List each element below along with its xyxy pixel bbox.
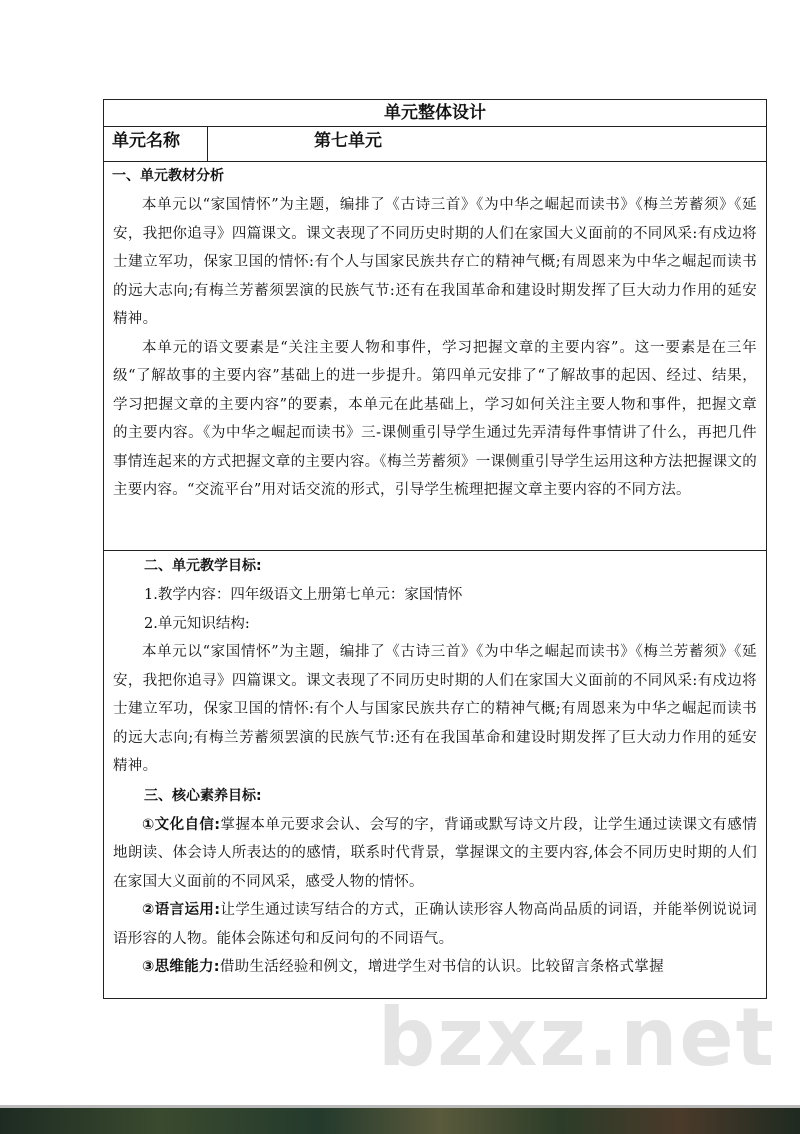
paragraph: 本单元以“家国情怀”为主题，编排了《古诗三首》《为中华之崛起而读书》《梅兰芳蓄须》《延安，我把你追寻》四篇课文。课文表现了不同历史时期的人们在家国大义面前的不同风采:有戍边将士建立军功，保家卫国的情怀:有个人与国家民族共存亡的精神气概;有周恩来为中华之崛起而读书的远大志向;有梅兰芳蓄须罢演的民族气节:还有在我国革命和建设时期发挥了巨大动力作用的延安精神。 xyxy=(113,197,757,327)
unit-design-table xyxy=(103,99,767,999)
bottom-image-strip xyxy=(0,1105,800,1134)
goal-label: ②语言运用: xyxy=(142,902,221,918)
material-analysis-section xyxy=(104,161,766,551)
core-goal-item xyxy=(104,811,766,897)
section-heading: 一、单元教材分析 xyxy=(112,168,224,184)
paragraph: 本单元的语文要素是“关注主要人物和事件，学习把握文章的主要内容”。这一要素是在三年级“了解故事的主要内容”基础上的进一步提升。第四单元安排了“了解故事的起因、经过、结果，学习把握文章的主要内容”的要素，本单元在此基础上，学习如何关注主要人物和事件，把握文章的主要内容。《为中华之崛起而读书》三-课侧重引导学生通过先弄清每件事情讲了什么，再把几件事情连起来的方式把握文章的主要内容。《梅兰芳蓄须》一课侧重引导学生运用这种方法把握课文的主要内容。“交流平台”用对话交流的形式，引导学生梳理把握文章主要内容的不同方法。 xyxy=(113,339,757,498)
goal-label: ③思维能力: xyxy=(142,959,220,975)
unit-name-value: 第七单元 xyxy=(314,131,382,151)
goal-text: 让学生通过读写结合的方式，正确认读形容人物高尚品质的词语，并能举例说说词语形容的人物。能体会陈述句和反问句的不同语气。 xyxy=(113,902,758,947)
section-heading: 二、单元教学目标: xyxy=(144,558,262,574)
knowledge-structure-item: 2.单元知识结构: xyxy=(144,615,250,632)
watermark: bzxz.net xyxy=(378,991,776,1084)
unit-name-row xyxy=(104,126,766,162)
unit-name-label: 单元名称 xyxy=(104,126,208,161)
section-heading: 三、核心素养目标: xyxy=(144,787,262,804)
goal-text: 掌握本单元要求会认、会写的字，背诵或默写诗文片段，让学生通过读课文有感情地朗读、体会诗人所表达的的感情，联系时代背景，掌握课文的主要内容,体会不同历史时期的人们在家国大义面前的不同风采，感受人物的情怀。 xyxy=(113,816,758,890)
goal-text: 借助生活经验和例文，增进学生对书信的认识。比较留言条格式掌握 xyxy=(219,959,664,975)
teaching-content-item: 1.教学内容：四年级语文上册第七单元：家国情怀 xyxy=(144,587,463,603)
teaching-goals-section xyxy=(104,551,766,1000)
page-divider xyxy=(0,1105,800,1108)
table-title: 单元整体设计 xyxy=(104,100,766,127)
goal-label: ①文化自信: xyxy=(142,816,221,833)
core-goal-item xyxy=(104,896,766,953)
core-goal-item xyxy=(104,953,766,982)
paragraph: 本单元以“家国情怀”为主题，编排了《古诗三首》《为中华之崛起而读书》《梅兰芳蓄须》《延安，我把你追寻》四篇课文。课文表现了不同历史时期的人们在家国大义面前的不同风采:有戍边将士建立军功，保家卫国的情怀:有个人与国家民族共存亡的精神气概;有周恩来为中华之崛起而读书的远大志向;有梅兰芳蓄须罢演的民族气节:还有在我国革命和建设时期发挥了巨大动力作用的延安精神。 xyxy=(113,644,757,774)
